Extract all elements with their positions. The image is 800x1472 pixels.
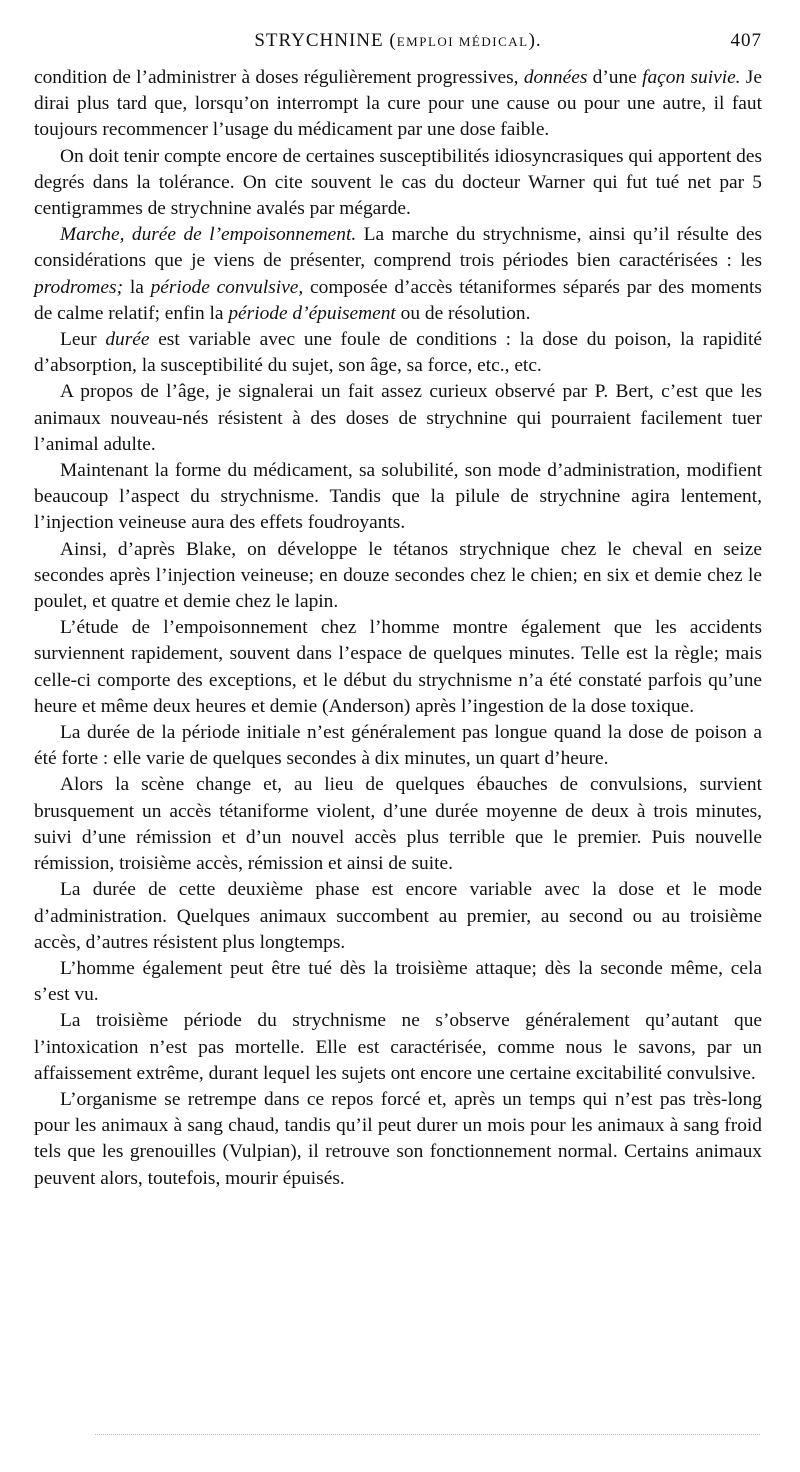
- italic-text: période d’épuisement: [228, 302, 396, 324]
- italic-text: Marche, durée de l’empoisonnement.: [60, 224, 357, 246]
- text-run: est variable avec une foule de conditions : la dose du poison, la rapidité d’absorption, la susceptibilité du sujet, son âge, sa force, etc., etc.: [34, 329, 763, 377]
- paragraph: [34, 327, 762, 379]
- italic-text: données: [523, 67, 588, 88]
- paragraph: [34, 956, 762, 1008]
- italic-text: période convulsive,: [150, 276, 304, 298]
- text-run: Maintenant la forme du médicament, sa solubilité, son mode d’administration, modifient beaucoup l’aspect du strychnisme. Tandis que la pilule de strychnine agira lentement, l’injection veineuse aura des effets foudroyants.: [34, 460, 762, 534]
- paragraph: [34, 877, 762, 956]
- running-title-subtitle: EMPLOI MÉDICAL: [396, 34, 529, 49]
- italic-text: durée: [105, 329, 150, 351]
- text-run: la: [123, 276, 151, 298]
- running-title: [34, 30, 762, 52]
- paragraph: [34, 772, 762, 877]
- paragraph: [34, 537, 762, 616]
- text-run: d’une: [587, 67, 643, 88]
- text-run: Alors la scène change et, au lieu de quelques ébauches de convulsions, survient brusquement un accès tétaniforme violent, d’une durée moyenne de deux à trois minutes, suivi d’une rémission et d’un nouvel accès plus terrible que le premier. Puis nouvelle rémission, troisième accès, rémission et ainsi de suite.: [34, 774, 762, 875]
- paragraph: [34, 1087, 762, 1192]
- paragraph: [34, 144, 762, 223]
- text-run: Je dirai plus tard que, lorsqu’on interrompt la cure pour une cause ou pour une autre, il faut toujours recommencer l’usage du médicament par une dose faible.: [34, 67, 762, 141]
- text-run: A propos de l’âge, je signalerai un fait assez curieux observé par P. Bert, c’est que les animaux nouveau-nés résistent à des doses de strychnine qui pourraient facilement tuer l’animal adulte.: [34, 381, 762, 455]
- paragraph: [34, 615, 762, 720]
- paragraph: [34, 720, 762, 772]
- paragraph: [34, 222, 762, 327]
- body-text: [34, 65, 762, 1192]
- text-run: composée d’accès tétaniformes séparés par des moments de calme relatif; enfin la: [34, 276, 762, 324]
- text-run: L’homme également peut être tué dès la troisième attaque; dès la seconde même, cela s’est vu.: [34, 957, 762, 1006]
- running-title-main: STRYCHNINE (: [254, 30, 397, 51]
- paragraph: [34, 65, 762, 144]
- text-run: L’organisme se retrempe dans ce repos forcé et, après un temps qui n’est pas très-long pour les animaux à sang chaud, tandis qu’il peut durer un mois pour les animaux à sang froid tels que les grenouilles (Vulpian), il retrouve son fonctionnement normal. Certains animaux peuvent alors, toutefois, mourir épuisés.: [34, 1088, 762, 1189]
- text-run: La marche du strychnisme, ainsi qu’il résulte des considérations que je viens de présenter, comprend trois périodes bien caractérisées : les: [34, 224, 763, 272]
- page-number: 407: [730, 30, 762, 51]
- text-run: La durée de cette deuxième phase est encore variable avec la dose et le mode d’administration. Quelques animaux succombent au premier, au second ou au troisième accès, d’autres résistent plus longtemps.: [34, 879, 762, 953]
- italic-text: prodromes;: [34, 276, 124, 298]
- text-run: Ainsi, d’après Blake, on développe le tétanos strychnique chez le cheval en seize secondes après l’injection veineuse; en douze secondes chez le chien; en six et demie chez le poulet, et quatre et demie chez le lapin.: [34, 538, 762, 613]
- paragraph: [34, 458, 762, 537]
- text-run: ou de résolution.: [395, 302, 531, 324]
- paragraph: [34, 379, 762, 458]
- page-header: [34, 30, 762, 60]
- text-run: On doit tenir compte encore de certaines susceptibilités idiosyncrasiques qui apportent des degrés dans la tolérance. On cite souvent le cas du docteur Warner qui fut tué net par 5 centigrammes de strychnine avalés par mégarde.: [34, 145, 762, 220]
- text-run: Leur: [60, 329, 106, 351]
- running-title-end: ).: [528, 30, 542, 51]
- text-run: L’étude de l’empoisonnement chez l’homme montre également que les accidents surviennent rapidement, souvent dans l’espace de quelques minutes. Telle est la règle; mais celle-ci comporte des exceptions, et le début du strychnisme n’a été constaté parfois qu’une heure et même deux heures et demie (Anderson) après l’ingestion de la dose toxique.: [34, 617, 762, 717]
- paragraph: [34, 1008, 762, 1087]
- footer-rule: [95, 1434, 760, 1435]
- text-run: La troisième période du strychnisme ne s’observe généralement qu’autant que l’intoxication n’est pas mortelle. Elle est caractérisée, comme nous le savons, par un affaissement extrême, durant lequel les sujets ont encore une certaine excitabilité convulsive.: [34, 1010, 762, 1084]
- text-run: La durée de la période initiale n’est généralement pas longue quand la dose de poison a été forte : elle varie de quelques secondes à dix minutes, un quart d’heure.: [34, 722, 762, 770]
- text-run: condition de l’administrer à doses régulièrement progressives,: [34, 67, 524, 88]
- italic-text: façon suivie.: [642, 67, 741, 88]
